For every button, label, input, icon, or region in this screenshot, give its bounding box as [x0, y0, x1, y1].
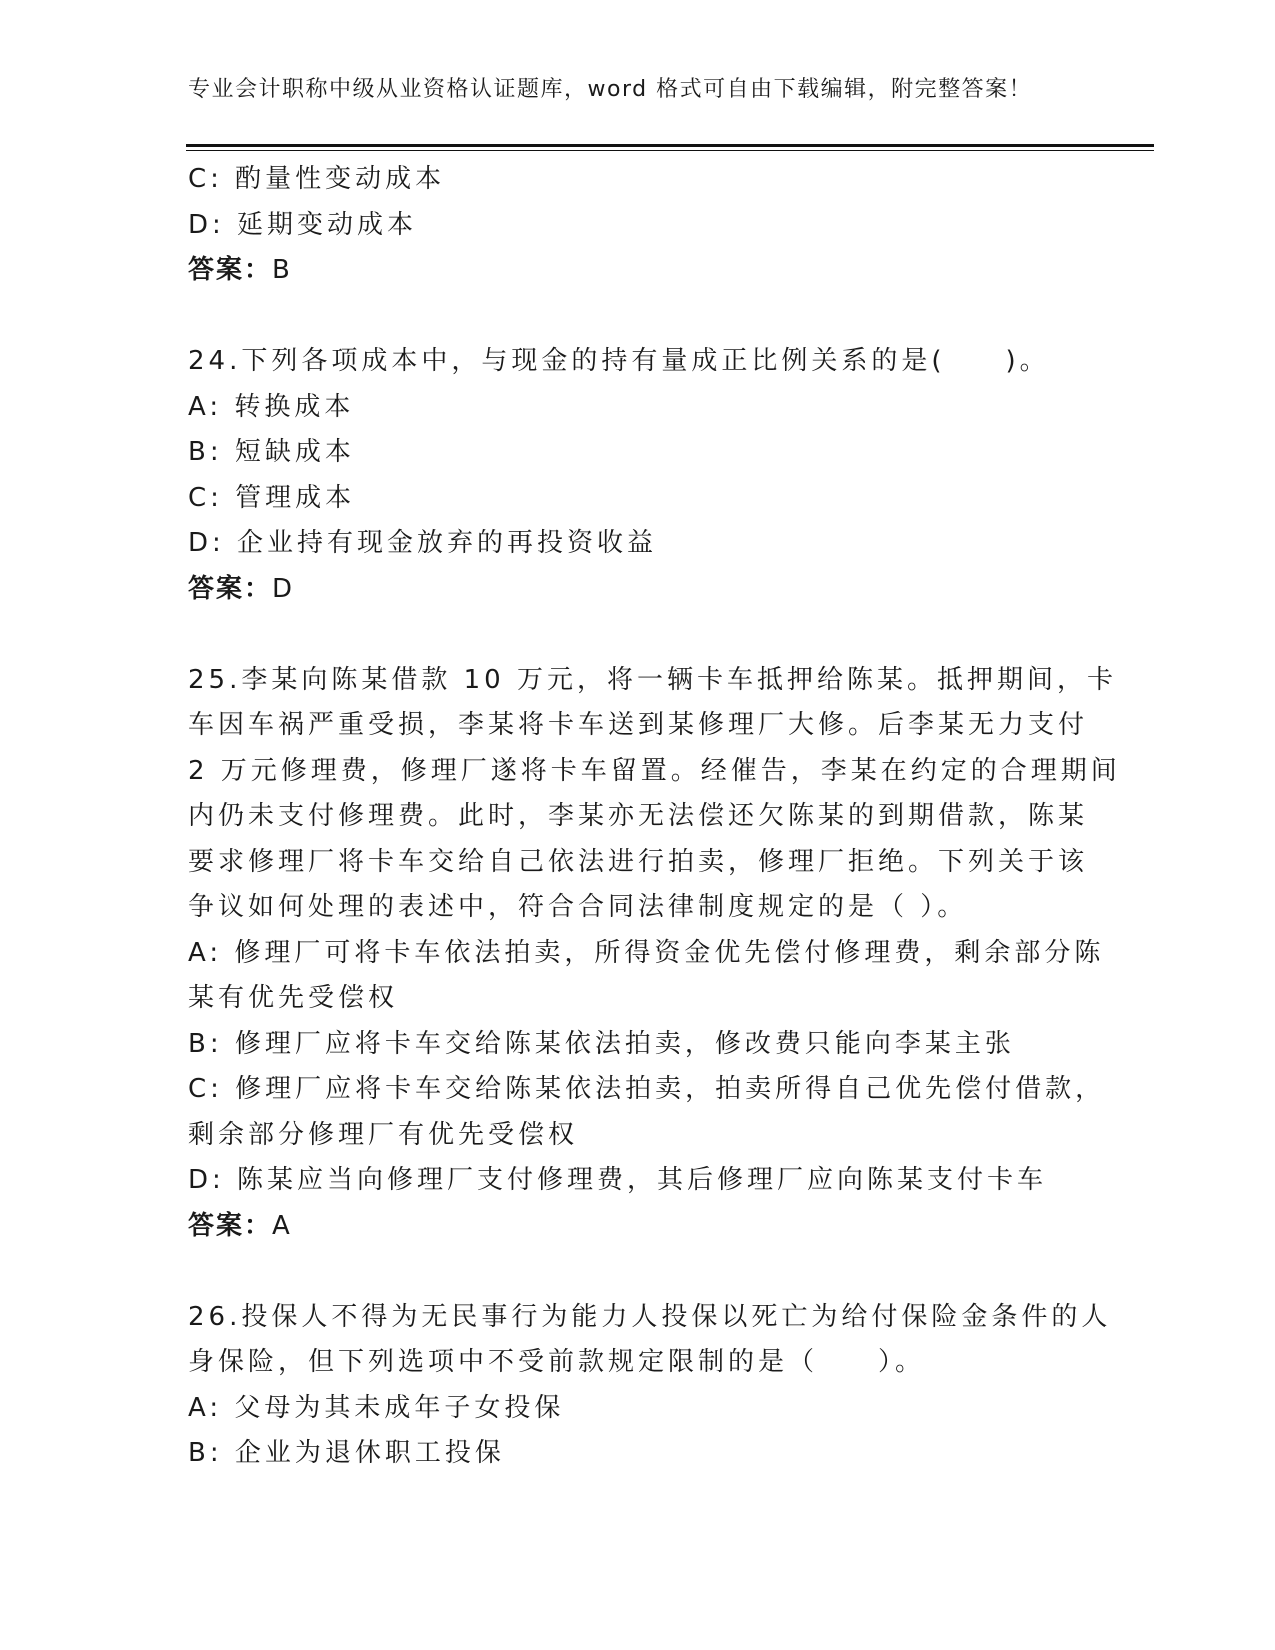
q25-stem-line: 要求修理厂将卡车交给自己依法进行拍卖，修理厂拒绝。下列关于该 [188, 846, 1089, 877]
q23-answer [188, 248, 1088, 294]
q26-stem-line: 26.投保人不得为无民事行为能力人投保以死亡为给付保险金条件的人 [188, 1301, 1112, 1332]
q25-option-c-line: 剩余部分修理厂有优先受偿权 [188, 1119, 579, 1150]
q25-stem-line: 车因车祸严重受损，李某将卡车送到某修理厂大修。后李某无力支付 [188, 710, 1089, 740]
q25-stem-line: 25.李某向陈某借款 10 万元，将一辆卡车抵押给陈某。抵押期间，卡 [188, 664, 1117, 695]
q25-answer [188, 1204, 1088, 1250]
q24-option-c: C: 管理成本 [188, 482, 356, 513]
answer-value: B [272, 255, 294, 285]
q25-stem-line: 2 万元修理费，修理厂遂将卡车留置。经催告，李某在约定的合理期间 [188, 755, 1121, 786]
q23-option-c: C: 酌量性变动成本 [188, 164, 446, 194]
q24-answer [188, 567, 1088, 613]
header-rule-thin [186, 150, 1154, 151]
q25-option-d: D: 陈某应当向修理厂支付修理费，其后修理厂应向陈某支付卡车 [188, 1165, 1048, 1195]
q24-option-a: A: 转换成本 [188, 391, 355, 422]
answer-value: D [272, 573, 297, 604]
q25-option-a-line: A: 修理厂可将卡车依法拍卖，所得资金优先偿付修理费，剩余部分陈 [188, 937, 1105, 968]
spacer [188, 294, 1088, 340]
spacer [188, 612, 1088, 658]
q23-option-d: D: 延期变动成本 [188, 209, 418, 240]
page-header: 专业会计职称中级从业资格认证题库，word 格式可自由下载编辑，附完整答案！ [188, 77, 1033, 102]
q25-option-b: B: 修理厂应将卡车交给陈某依法拍卖，修改费只能向李某主张 [188, 1028, 1015, 1059]
q26-option-a: A: 父母为其未成年子女投保 [188, 1392, 565, 1423]
answer-label: 答案： [188, 255, 273, 285]
q24-option-b: B: 短缺成本 [188, 437, 355, 467]
header-rule-thick [186, 144, 1154, 147]
q26-option-b: B: 企业为退休职工投保 [188, 1438, 505, 1468]
q25-stem-line: 争议如何处理的表述中，符合合同法律制度规定的是（ ）。 [188, 892, 968, 922]
answer-label: 答案： [188, 573, 273, 604]
q25-stem-line: 内仍未支付修理费。此时，李某亦无法偿还欠陈某的到期借款，陈某 [188, 801, 1089, 831]
q24-option-d: D: 企业持有现金放弃的再投资收益 [188, 528, 658, 558]
q24-stem: 24.下列各项成本中，与现金的持有量成正比例关系的是( )。 [188, 346, 1050, 376]
answer-value: A [272, 1210, 294, 1241]
question-content [188, 157, 1121, 1477]
answer-label: 答案： [188, 1210, 273, 1241]
spacer [188, 1249, 1088, 1295]
q25-option-a-line: 某有优先受偿权 [188, 983, 399, 1013]
q25-option-c-line: C: 修理厂应将卡车交给陈某依法拍卖，拍卖所得自己优先偿付借款， [188, 1074, 1106, 1104]
q26-stem-line: 身保险，但下列选项中不受前款规定限制的是（ ）。 [188, 1347, 926, 1377]
